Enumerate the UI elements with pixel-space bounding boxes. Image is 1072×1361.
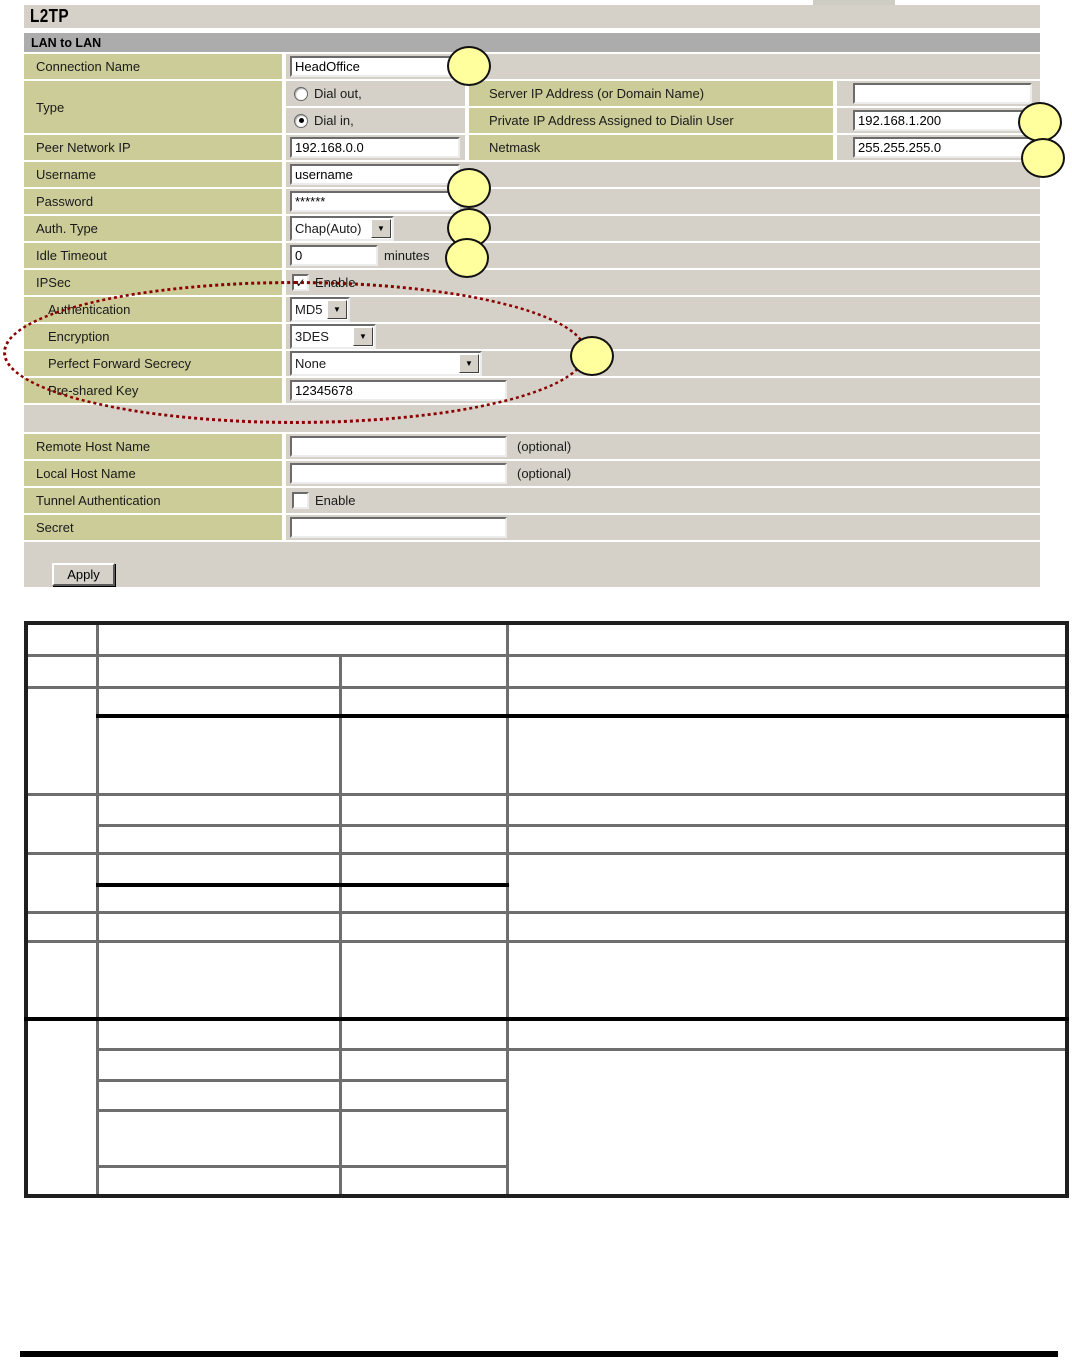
type-row <box>24 81 1040 133</box>
table-cell <box>507 912 1067 941</box>
table-cell <box>340 687 507 716</box>
table-cell <box>26 912 97 941</box>
callout-circle-private-ip <box>1018 102 1062 142</box>
preshared-key-label: Pre-shared Key <box>24 378 282 403</box>
apply-row <box>24 542 1040 587</box>
section-header-bar <box>24 33 1040 52</box>
auth-type-cell <box>286 216 1040 241</box>
server-ip-label: Server IP Address (or Domain Name) <box>469 81 833 106</box>
page-title: L2TP <box>29 6 70 26</box>
type-options <box>286 81 1040 133</box>
table-row <box>26 1049 1067 1080</box>
table-cell <box>97 1080 340 1110</box>
tunnel-auth-cell <box>286 488 1040 513</box>
netmask-cell <box>837 135 1040 160</box>
table-cell <box>97 655 340 687</box>
table-cell <box>97 912 340 941</box>
table-cell <box>97 1019 340 1049</box>
tunnel-auth-enable-checkbox[interactable] <box>292 492 309 509</box>
remote-host-row <box>24 434 1040 459</box>
table-cell <box>97 1049 340 1080</box>
table-cell <box>97 853 340 885</box>
password-input[interactable] <box>290 191 460 212</box>
auth-type-row <box>24 216 1040 241</box>
local-host-label: Local Host Name <box>24 461 282 486</box>
table-cell <box>97 794 340 825</box>
idle-timeout-cell <box>286 243 1040 268</box>
table-cell <box>26 794 97 853</box>
private-ip-input[interactable] <box>853 110 1032 131</box>
table-cell <box>97 885 340 912</box>
table-cell <box>26 623 97 655</box>
table-cell <box>340 1049 507 1080</box>
apply-button[interactable]: Apply <box>52 563 115 586</box>
table-cell <box>507 1049 1067 1196</box>
table-cell <box>340 853 507 885</box>
page-footer-rule <box>20 1351 1058 1357</box>
password-cell <box>286 189 1040 214</box>
table-row <box>26 941 1067 1019</box>
ipsec-label: IPSec <box>24 270 282 295</box>
auth-type-value: Chap(Auto) <box>295 221 362 236</box>
dial-in-radio[interactable] <box>294 114 308 128</box>
connection-name-label: Connection Name <box>24 54 282 79</box>
peer-network-cell <box>286 135 465 160</box>
callout-circle-netmask <box>1021 138 1065 178</box>
authentication-value: MD5 <box>295 302 323 317</box>
table-cell <box>340 1166 507 1196</box>
encryption-value: 3DES <box>295 329 329 344</box>
table-cell <box>97 716 340 794</box>
netmask-label: Netmask <box>469 135 833 160</box>
dropdown-arrow-icon[interactable]: ▼ <box>371 219 391 238</box>
table-cell <box>97 941 340 1019</box>
table-cell <box>507 716 1067 794</box>
password-row <box>24 189 1040 214</box>
table-cell <box>340 825 507 853</box>
table-cell <box>507 687 1067 716</box>
table-cell <box>340 885 507 912</box>
password-label: Password <box>24 189 282 214</box>
table-row <box>26 853 1067 885</box>
peer-network-row <box>24 135 1040 160</box>
username-row <box>24 162 1040 187</box>
dial-out-cell <box>286 81 465 106</box>
secret-cell <box>286 515 1040 540</box>
table-cell <box>97 687 340 716</box>
idle-timeout-row <box>24 243 1040 268</box>
description-table <box>24 621 1069 1198</box>
table-cell <box>340 912 507 941</box>
local-host-input[interactable] <box>290 463 507 484</box>
table-row <box>26 912 1067 941</box>
secret-input[interactable] <box>290 517 507 538</box>
local-host-row <box>24 461 1040 486</box>
dial-in-cell <box>286 108 465 133</box>
auth-type-label: Auth. Type <box>24 216 282 241</box>
idle-timeout-unit: minutes <box>384 248 430 263</box>
table-cell <box>507 655 1067 687</box>
table-cell <box>340 794 507 825</box>
table-cell <box>507 794 1067 825</box>
table-row <box>26 794 1067 825</box>
table-cell <box>507 825 1067 853</box>
table-cell <box>26 941 97 1019</box>
table-cell <box>97 1166 340 1196</box>
dropdown-arrow-icon[interactable]: ▼ <box>459 354 479 373</box>
idle-timeout-input[interactable] <box>290 245 378 266</box>
dial-in-subrow <box>286 108 1040 133</box>
callout-circle-username <box>447 168 491 208</box>
table-row <box>26 687 1067 716</box>
table-cell <box>507 623 1067 655</box>
description-table-container <box>24 621 1069 1198</box>
table-cell <box>26 655 97 687</box>
tunnel-auth-row <box>24 488 1040 513</box>
table-row <box>26 825 1067 853</box>
callout-circle-idle-timeout <box>445 238 489 278</box>
table-cell <box>340 1080 507 1110</box>
remote-host-label: Remote Host Name <box>24 434 282 459</box>
connection-name-input[interactable] <box>290 56 460 77</box>
table-cell <box>340 655 507 687</box>
server-ip-input[interactable] <box>853 83 1032 104</box>
dial-out-radio[interactable] <box>294 87 308 101</box>
private-ip-label: Private IP Address Assigned to Dialin User <box>469 108 833 133</box>
secret-label: Secret <box>24 515 282 540</box>
pfs-value: None <box>295 356 327 371</box>
remote-host-note: (optional) <box>517 439 572 454</box>
auth-type-select[interactable] <box>290 216 394 241</box>
tunnel-auth-label: Tunnel Authentication <box>24 488 282 513</box>
local-host-cell <box>286 461 1040 486</box>
local-host-note: (optional) <box>517 466 572 481</box>
check-icon: ✓ <box>295 275 306 290</box>
table-row <box>26 623 1067 655</box>
authentication-label: Authentication <box>24 297 282 322</box>
server-ip-cell <box>837 81 1040 106</box>
table-cell <box>507 1019 1067 1049</box>
dropdown-arrow-icon[interactable]: ▼ <box>353 327 373 346</box>
remote-host-cell <box>286 434 1040 459</box>
secret-row <box>24 515 1040 540</box>
private-ip-cell <box>837 108 1040 133</box>
table-row <box>26 655 1067 687</box>
table-cell <box>507 941 1067 1019</box>
table-cell <box>340 1110 507 1166</box>
table-cell <box>340 941 507 1019</box>
connection-name-row <box>24 54 1040 79</box>
connection-name-cell <box>286 54 1040 79</box>
username-label: Username <box>24 162 282 187</box>
encryption-label: Encryption <box>24 324 282 349</box>
table-cell <box>97 623 507 655</box>
table-cell <box>507 853 1067 912</box>
pfs-label: Perfect Forward Secrecy <box>24 351 282 376</box>
peer-network-input[interactable] <box>290 137 460 158</box>
dropdown-arrow-icon[interactable]: ▼ <box>327 300 347 319</box>
table-cell <box>26 1019 97 1196</box>
page-title-bar <box>24 5 1040 28</box>
table-cell <box>26 687 97 794</box>
table-row <box>26 716 1067 794</box>
ipsec-highlight-ellipse <box>3 281 587 424</box>
idle-timeout-label: Idle Timeout <box>24 243 282 268</box>
callout-circle-ipsec <box>570 336 614 376</box>
table-cell <box>340 716 507 794</box>
callout-circle-connection-name <box>447 46 491 86</box>
table-row <box>26 1019 1067 1049</box>
dial-out-label: Dial out, <box>314 86 362 101</box>
remote-host-input[interactable] <box>290 436 507 457</box>
username-input[interactable] <box>290 164 460 185</box>
dial-in-label: Dial in, <box>314 113 354 128</box>
username-cell <box>286 162 1040 187</box>
netmask-input[interactable] <box>853 137 1032 158</box>
ipsec-enable-label: Enable <box>315 275 356 290</box>
section-title: LAN to LAN <box>31 35 102 50</box>
table-cell <box>26 853 97 912</box>
table-cell <box>97 1110 340 1166</box>
type-label: Type <box>24 81 282 133</box>
dial-out-subrow <box>286 81 1040 106</box>
table-cell <box>97 825 340 853</box>
peer-network-label: Peer Network IP <box>24 135 282 160</box>
tunnel-auth-enable-label: Enable <box>315 493 356 508</box>
table-cell <box>340 1019 507 1049</box>
